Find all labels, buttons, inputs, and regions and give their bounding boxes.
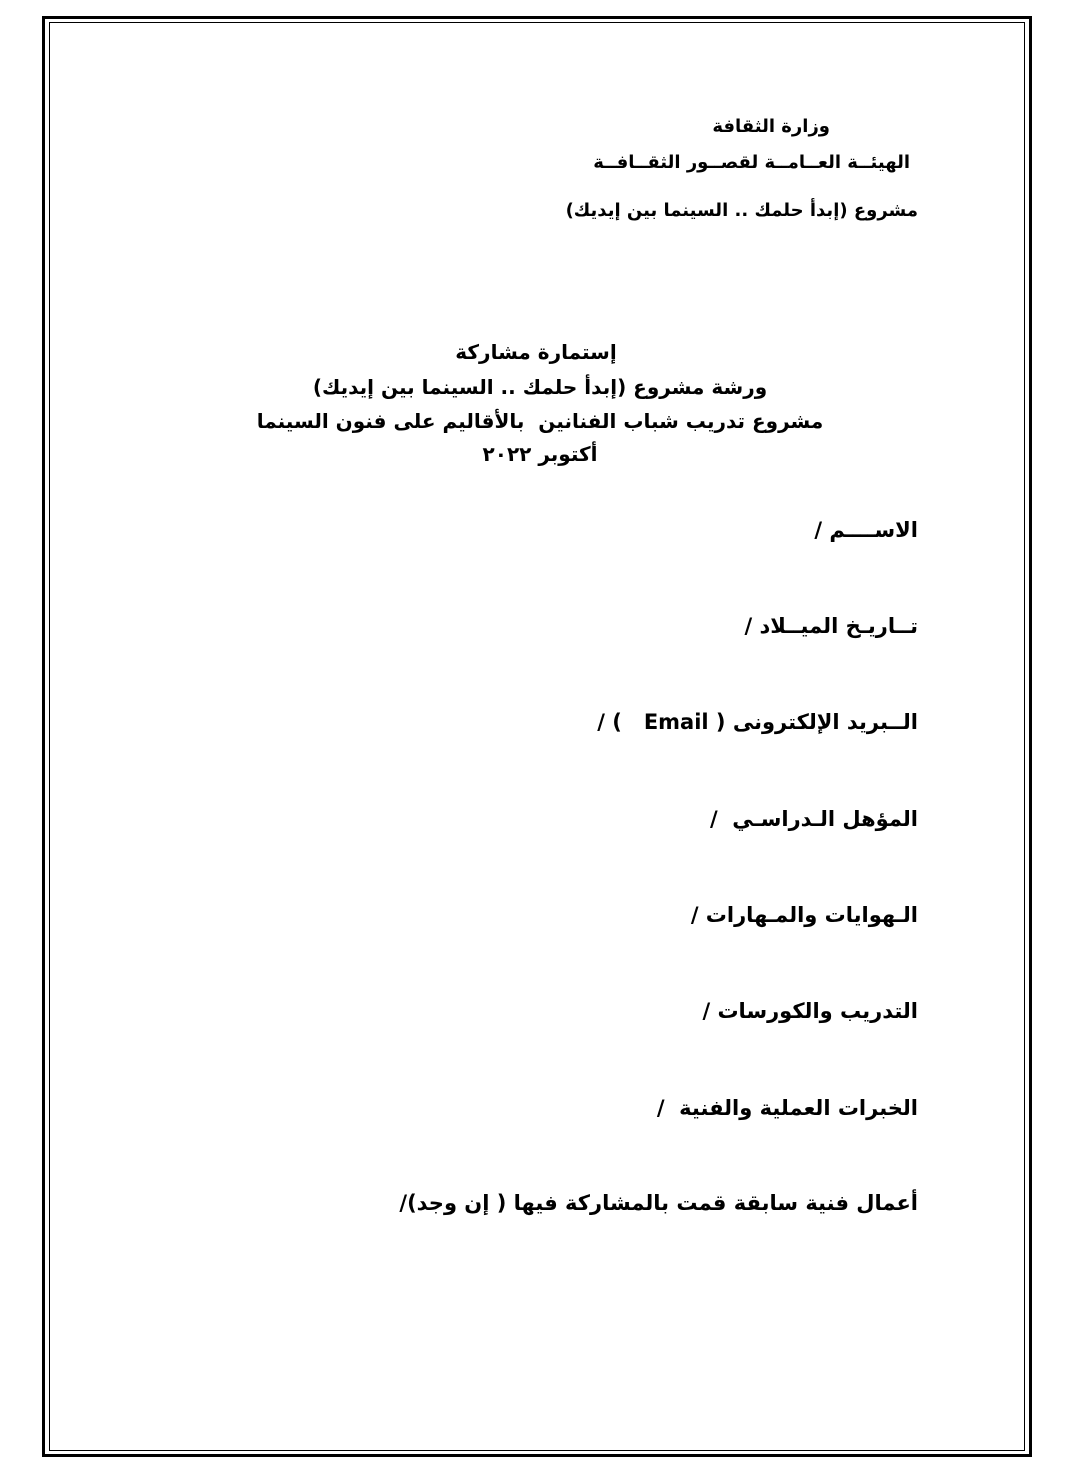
email-word: Email	[643, 710, 709, 734]
email-label-tail: ) /	[597, 710, 622, 734]
ministry-name: وزارة الثقافة	[712, 116, 830, 137]
form-title: إستمارة مشاركة	[455, 340, 617, 364]
previous-works-field-label: أعمال فنية سابقة قمت بالمشاركة فيها ( إن وجد)/	[399, 1191, 918, 1215]
authority-name: الهيئــة العــامــة لقصــور الثقــافــة	[593, 152, 910, 173]
name-field-label: الاســــم /	[814, 518, 918, 542]
experience-field-label: الخبرات العملية والفنية /	[656, 1096, 918, 1120]
project-name: مشروع (إبدأ حلمك .. السينما بين إيديك)	[565, 200, 918, 221]
qualification-field-label: المؤهل الـدراسـي /	[710, 807, 918, 831]
workshop-title: ورشة مشروع (إبدأ حلمك .. السينما بين إيديك)	[312, 375, 768, 399]
page-border-inner	[49, 22, 1025, 1451]
birth-date-field-label: تــاريـخ الميــلاد /	[744, 614, 918, 638]
form-date: أكتوبر ٢٠٢٢	[482, 442, 598, 466]
training-title: مشروع تدريب شباب الفنانين بالأقاليم على فنون السينما	[256, 409, 824, 433]
training-courses-field-label: التدريب والكورسات /	[702, 999, 918, 1023]
hobbies-field-label: الـهوايات والمـهارات /	[690, 903, 918, 927]
email-field-label	[597, 712, 918, 733]
email-label-text: الــبريد الإلكترونى (	[715, 710, 918, 734]
